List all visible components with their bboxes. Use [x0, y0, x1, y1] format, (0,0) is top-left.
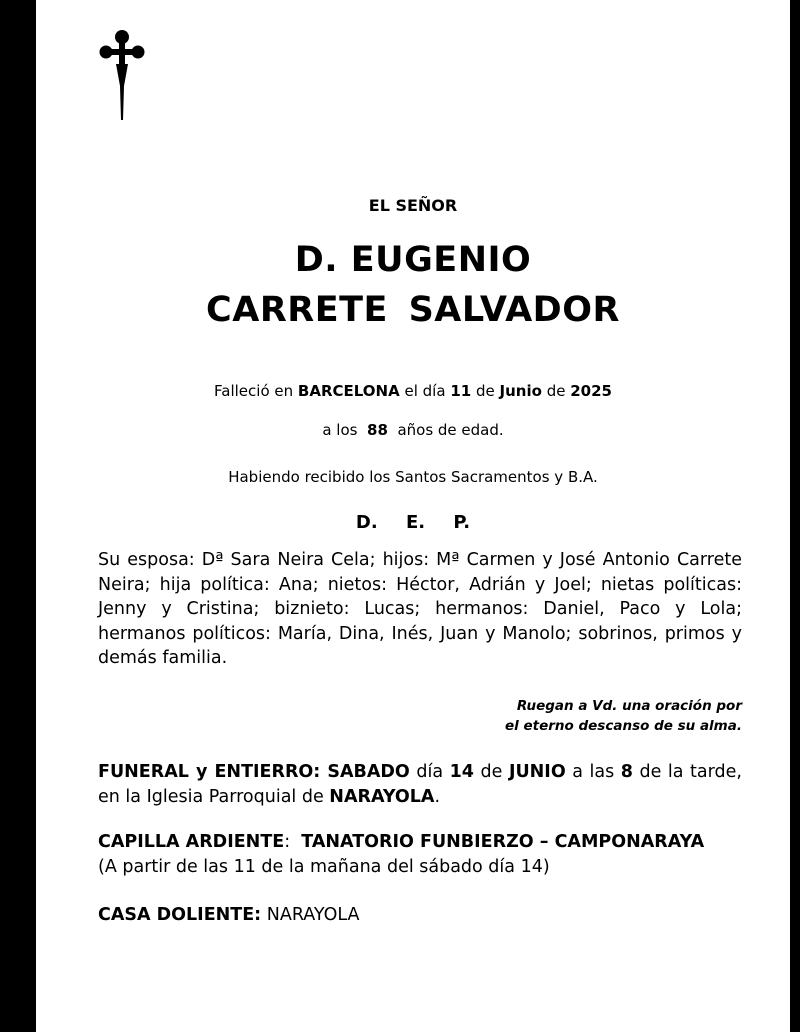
left-border: [0, 0, 36, 1032]
funeral-info: FUNERAL y ENTIERRO: SABADO día 14 de JUNIO a las 8 de la tarde, en la Iglesia Parroquial de NARAYOLA.: [98, 762, 742, 807]
cross-icon: [98, 28, 146, 122]
casa-info: CASA DOLIENTE: NARAYOLA: [98, 905, 360, 925]
right-border: [790, 0, 800, 1032]
prayer-line2: el eterno descanso de su alma.: [505, 718, 742, 734]
death-notice: Falleció en BARCELONA el día 11 de Junio de 2025: [214, 382, 612, 400]
deceased-name-line1: D. EUGENIO: [294, 240, 532, 280]
capilla-note: (A partir de las 11 de la mañana del sábado día 14): [98, 856, 550, 877]
age-notice: a los 88 años de edad.: [322, 421, 504, 439]
sacraments-text: Habiendo recibido los Santos Sacramentos y B.A.: [228, 468, 598, 486]
prayer-text: [400, 696, 742, 736]
family-paragraph: Su esposa: Dª Sara Neira Cela; hijos: Mª Carmen y José Antonio Carrete Neira; hija política: Ana; nietos: Héctor, Adrián y Joel; nietas políticas: Jenny y Cristina; biznieto: Lucas; hermanos: Daniel, Paco y Lola; hermanos políticos: María, Dina, Inés, Juan y Manolo; sobrinos, primos y demás familia.: [98, 550, 742, 668]
deceased-name-line2: CARRETE SALVADOR: [206, 290, 620, 330]
capilla-info: CAPILLA ARDIENTE: TANATORIO FUNBIERZO – CAMPONARAYA (A partir de las 11 de la mañana del sábado día 14): [98, 830, 758, 879]
prayer-line1: Ruegan a Vd. una oración por: [516, 698, 742, 714]
dep-text: D. E. P.: [355, 512, 471, 533]
heading: EL SEÑOR: [368, 196, 458, 215]
